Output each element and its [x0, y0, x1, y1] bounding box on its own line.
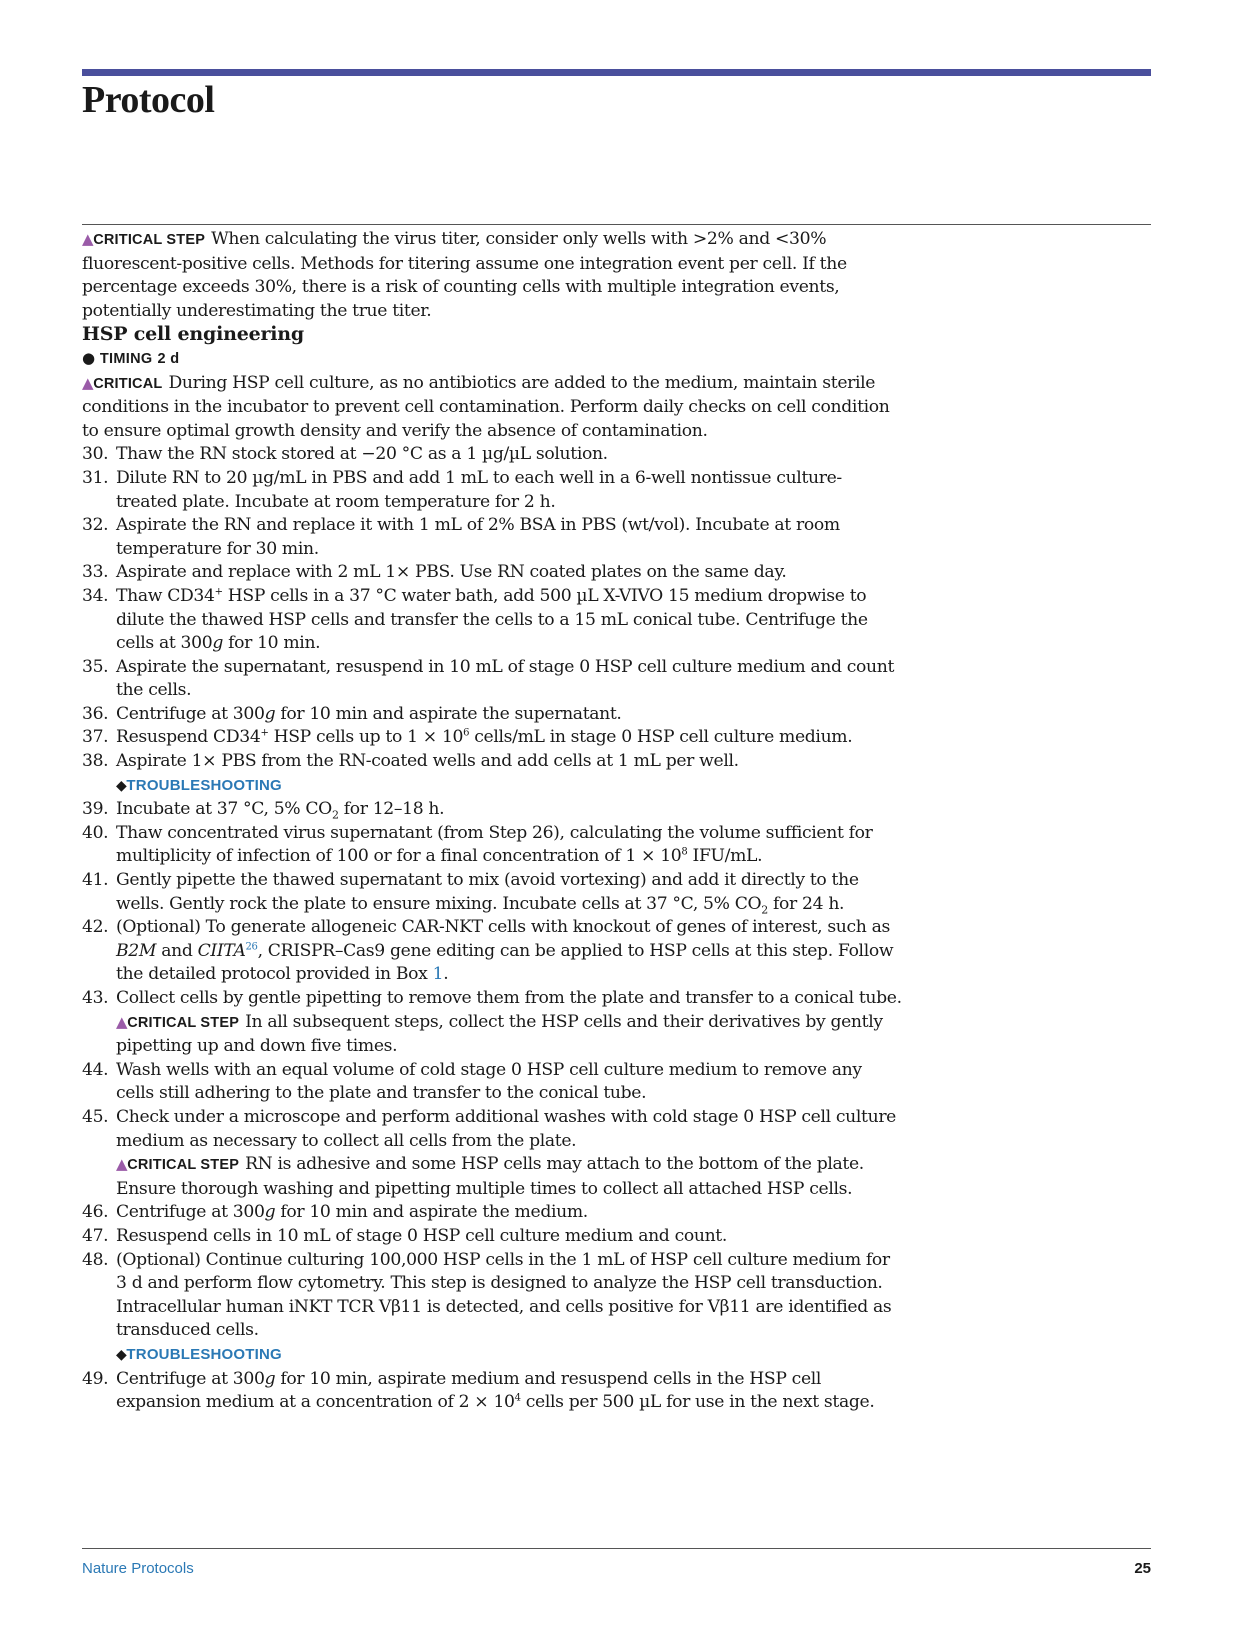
step-42: [82, 916, 902, 987]
superscript: 8: [681, 846, 688, 858]
step-text: cells per 500 µL for use in the next stage.: [520, 1392, 875, 1413]
step-text: for 10 min and aspirate the medium.: [275, 1202, 588, 1223]
critical-step-text: When calculating the virus titer, consider only wells with >2% and <30% fluorescent-positive cells. Methods for titering assume one integration event per cell. If the percentage exceeds 30%, there is a risk of counting cells with multiple integration events, potentially underestimating the true titer.: [82, 229, 847, 321]
step-37: [82, 726, 902, 750]
section-critical: [82, 372, 902, 444]
step-number: 49.: [82, 1368, 109, 1389]
step-48: [82, 1249, 902, 1368]
step-number: 38.: [82, 751, 109, 772]
step-number: 46.: [82, 1202, 109, 1223]
step-number: 36.: [82, 703, 109, 724]
gene-name: CIITA: [197, 940, 246, 961]
section-heading: HSP cell engineering: [82, 323, 305, 346]
step-number: 41.: [82, 870, 109, 891]
step-32: [82, 514, 902, 561]
timing-line: [82, 347, 902, 372]
step-43: [82, 987, 902, 1059]
step-number: 47.: [82, 1225, 109, 1246]
g-force-unit: g: [264, 703, 276, 724]
g-force-unit: g: [264, 1368, 276, 1389]
box-link[interactable]: 1: [432, 964, 444, 985]
step-number: 32.: [82, 515, 109, 536]
timing-bullet-icon: ●: [82, 348, 95, 367]
step-text: Collect cells by gentle pipetting to remove them from the plate and transfer to a conical tube.: [116, 988, 902, 1008]
step-39: [82, 798, 902, 822]
superscript: +: [214, 586, 223, 598]
timing-label: TIMING: [99, 350, 153, 367]
critical-triangle-icon: ▲: [82, 373, 94, 392]
step-text: HSP cells up to 1 × 10: [268, 727, 464, 748]
step-text: Thaw CD34: [116, 585, 215, 606]
step-text: Aspirate the RN and replace it with 1 mL of 2% BSA in PBS (wt/vol). Incubate at room temperature for 30 min.: [116, 515, 840, 559]
intro-critical-step: [82, 228, 902, 323]
step-35: [82, 656, 902, 703]
step-text: Aspirate and replace with 2 mL 1× PBS. Use RN coated plates on the same day.: [116, 562, 787, 583]
step-text: Dilute RN to 20 µg/mL in PBS and add 1 mL to each well in a 6-well nontissue culture-treated plate. Incubate at room temperature for 2 h.: [116, 467, 842, 512]
step-38: [82, 750, 902, 798]
step-text: Wash wells with an equal volume of cold stage 0 HSP cell culture medium to remove any cells still adhering to the plate and transfer to the conical tube.: [116, 1059, 862, 1104]
step-number: 48.: [82, 1249, 109, 1270]
critical-step-tag: CRITICAL STEP: [93, 232, 206, 248]
critical-step-tag: CRITICAL STEP: [127, 1014, 240, 1031]
step-49: [82, 1368, 902, 1415]
critical-triangle-icon: ▲: [82, 230, 94, 248]
subscript: 2: [331, 808, 339, 822]
troubleshooting-link[interactable]: TROUBLESHOOTING: [126, 1345, 282, 1363]
step-text: IFU/mL.: [687, 846, 763, 867]
step-number: 31.: [82, 467, 109, 488]
timing-value: 2 d: [157, 350, 180, 367]
page-number: 25: [1134, 1560, 1151, 1577]
step-36: [82, 703, 902, 727]
step-text: for 10 min and aspirate the supernatant.: [275, 703, 622, 724]
step-text: Centrifuge at 300: [116, 1202, 265, 1223]
gene-name: B2M: [116, 940, 157, 961]
step-41: [82, 869, 902, 916]
step-text: HSP cells in a 37 °C water bath, add 500 µL X-VIVO 15 medium dropwise to dilute the thawed HSP cells and transfer the cells to a 15 mL conical tube. Centrifuge the cells at 300: [116, 585, 868, 654]
step-46: [82, 1201, 902, 1225]
step-text: Aspirate the supernatant, resuspend in 10 mL of stage 0 HSP cell culture medium and count the cells.: [116, 656, 895, 701]
step-number: 34.: [82, 585, 109, 606]
step-text: and: [156, 940, 198, 961]
critical-triangle-icon: ▲: [116, 1155, 128, 1174]
troubleshooting-link[interactable]: TROUBLESHOOTING: [126, 776, 282, 794]
document-type-label: Protocol: [82, 79, 215, 121]
step-number: 44.: [82, 1059, 109, 1080]
step-text: Resuspend CD34: [116, 727, 261, 748]
step-text: Aspirate 1× PBS from the RN-coated wells and add cells at 1 mL per well.: [116, 751, 739, 772]
g-force-unit: g: [264, 1202, 276, 1223]
step-text: , CRISPR–Cas9 gene editing can be applied to HSP cells at this step. Follow the detailed protocol provided in Box: [116, 940, 894, 985]
superscript: 6: [463, 727, 470, 739]
step-number: 35.: [82, 656, 109, 677]
journal-name[interactable]: Nature Protocols: [82, 1560, 194, 1577]
superscript: +: [260, 727, 269, 739]
critical-step-text: RN is adhesive and some HSP cells may attach to the bottom of the plate. Ensure thorough washing and pipetting multiple times to collect all attached HSP cells.: [116, 1154, 864, 1199]
step-number: 45.: [82, 1106, 109, 1127]
reference-link[interactable]: 26: [245, 941, 258, 953]
step-40: [82, 822, 902, 869]
article-body: [82, 228, 902, 1415]
step-text: Resuspend cells in 10 mL of stage 0 HSP cell culture medium and count.: [116, 1225, 727, 1246]
step-text: (Optional) To generate allogeneic CAR-NKT cells with knockout of genes of interest, such as: [116, 917, 890, 938]
step-31: [82, 467, 902, 514]
step-text: Thaw the RN stock stored at −20 °C as a 1 µg/µL solution.: [116, 444, 608, 465]
procedure-steps: [82, 443, 902, 1414]
step-text: Incubate at 37 °C, 5% CO: [116, 799, 332, 820]
step-text: Centrifuge at 300: [116, 1368, 265, 1389]
step-text: Centrifuge at 300: [116, 703, 265, 724]
step-text: Gently pipette the thawed supernatant to mix (avoid vortexing) and add it directly to the wells. Gently rock the plate to ensure mixing. Incubate cells at 37 °C, 5% CO: [116, 870, 859, 914]
step-number: 40.: [82, 822, 109, 843]
diamond-icon: ◆: [116, 1346, 127, 1363]
step-45: [82, 1106, 902, 1201]
step-33: [82, 561, 902, 585]
step-47: [82, 1225, 902, 1249]
critical-step-tag: CRITICAL STEP: [127, 1157, 240, 1174]
header-accent-bar: [82, 69, 1151, 76]
critical-text: During HSP cell culture, as no antibiotics are added to the medium, maintain sterile conditions in the incubator to prevent cell contamination. Perform daily checks on cell condition to ensure optimal growth density and verify the absence of contamination.: [82, 372, 890, 441]
subscript: 2: [761, 903, 768, 917]
step-text: .: [443, 964, 449, 985]
step-text: cells/mL in stage 0 HSP cell culture medium.: [469, 727, 853, 748]
step-44: [82, 1059, 902, 1106]
g-force-unit: g: [212, 633, 223, 654]
step-number: 37.: [82, 727, 109, 748]
step-text: (Optional) Continue culturing 100,000 HSP cells in the 1 mL of HSP cell culture medium for 3 d and perform flow cytometry. This step is designed to analyze the HSP cell transduction. Intracellular human iNKT TCR Vβ11 is detected, and cells positive for Vβ11 are identified as transduced cells.: [116, 1249, 892, 1341]
step-text: for 10 min.: [222, 633, 321, 654]
step-34: [82, 585, 902, 656]
critical-tag: CRITICAL: [93, 375, 163, 392]
step-number: 30.: [82, 444, 109, 465]
step-text: Check under a microscope and perform additional washes with cold stage 0 HSP cell culture medium as necessary to collect all cells from the plate.: [116, 1106, 897, 1151]
header-rule: [82, 224, 1151, 225]
step-number: 42.: [82, 917, 109, 938]
critical-step-text: In all subsequent steps, collect the HSP cells and their derivatives by gently pipetting up and down five times.: [116, 1011, 883, 1057]
step-number: 39.: [82, 799, 109, 820]
step-text: for 12–18 h.: [338, 799, 445, 820]
step-number: 33.: [82, 562, 109, 583]
step-text: for 24 h.: [767, 893, 845, 914]
footer-rule: [82, 1548, 1151, 1549]
superscript: 4: [514, 1392, 521, 1404]
step-number: 43.: [82, 988, 109, 1008]
critical-triangle-icon: ▲: [116, 1012, 128, 1031]
step-text: for 10 min, aspirate medium and resuspend cells in the HSP cell expansion medium at a concentration of 2 × 10: [116, 1368, 822, 1413]
diamond-icon: ◆: [116, 777, 127, 794]
step-30: [82, 443, 902, 467]
step-text: Thaw concentrated virus supernatant (from Step 26), calculating the volume sufficient for multiplicity of infection of 100 or for a final concentration of 1 × 10: [116, 822, 873, 867]
